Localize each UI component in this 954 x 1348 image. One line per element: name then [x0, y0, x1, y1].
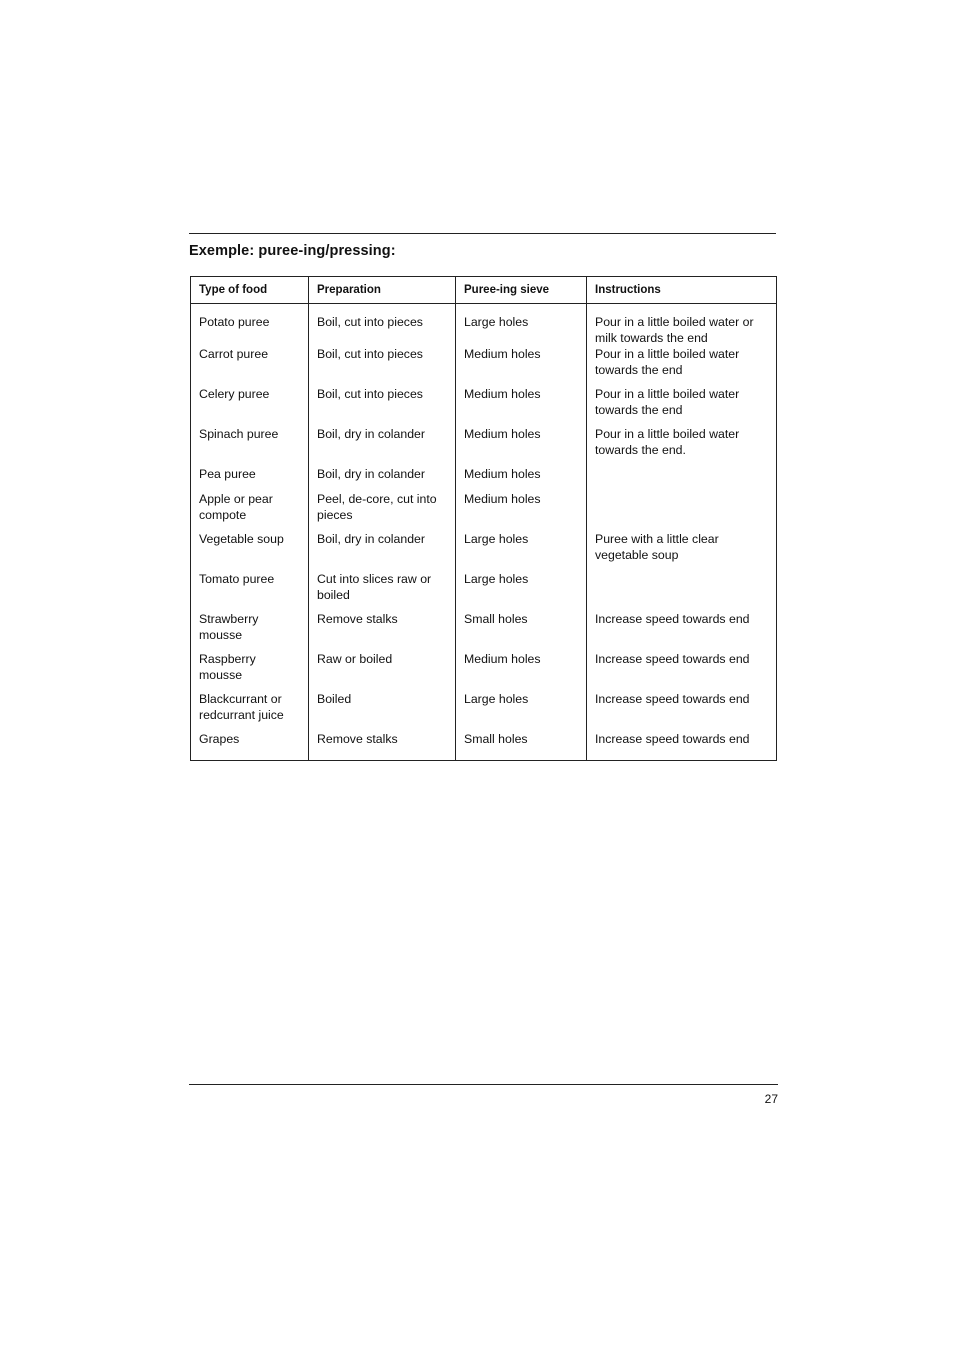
cell-food: Strawberry mousse [191, 611, 309, 651]
header-sieve: Puree-ing sieve [456, 277, 587, 304]
cell-sieve: Large holes [456, 531, 587, 571]
cell-preparation: Boil, dry in colander [309, 466, 456, 491]
cell-food: Potato puree [191, 304, 309, 347]
cell-instructions: Pour in a little boiled water or milk towards the end [595, 315, 754, 345]
cell-food: Tomato puree [191, 571, 309, 611]
cell-food: Vegetable soup [191, 531, 309, 571]
table-row [191, 346, 777, 386]
cell-preparation: Boil, cut into pieces [309, 346, 456, 386]
table-row [191, 491, 777, 531]
cell-instructions [587, 466, 777, 491]
cell-preparation: Remove stalks [309, 611, 456, 651]
cell-sieve: Medium holes [456, 426, 587, 466]
cell-instructions: Puree with a little clear vegetable soup [595, 532, 719, 562]
cell-sieve: Large holes [456, 571, 587, 611]
cell-preparation: Peel, de-core, cut into pieces [309, 491, 456, 531]
header-preparation: Preparation [309, 277, 456, 304]
cell-instructions: Increase speed towards end [595, 692, 750, 706]
cell-food: Grapes [191, 731, 309, 761]
cell-sieve: Large holes [456, 691, 587, 731]
cell-food: Carrot puree [191, 346, 309, 386]
cell-preparation: Boil, cut into pieces [309, 304, 456, 347]
header-instructions: Instructions [587, 277, 777, 304]
cell-preparation: Boil, cut into pieces [309, 386, 456, 426]
cell-instructions: Increase speed towards end [595, 612, 750, 626]
cell-instructions: Increase speed towards end [595, 652, 750, 666]
cell-food: Celery puree [191, 386, 309, 426]
cell-food: Pea puree [191, 466, 309, 491]
cell-sieve: Medium holes [456, 491, 587, 531]
header-type-of-food: Type of food [191, 277, 309, 304]
table-row [191, 386, 777, 426]
cell-food: Raspberry mousse [191, 651, 309, 691]
top-rule [189, 233, 776, 234]
table-row [191, 304, 777, 347]
cell-preparation: Remove stalks [309, 731, 456, 761]
bottom-rule [189, 1084, 778, 1085]
cell-instructions: Pour in a little boiled water towards the end [595, 387, 740, 417]
cell-preparation: Boil, dry in colander [309, 426, 456, 466]
cell-sieve: Medium holes [456, 466, 587, 491]
table-row [191, 731, 777, 761]
table-row [191, 571, 777, 611]
cell-sieve: Large holes [456, 304, 587, 347]
table-row [191, 466, 777, 491]
cell-sieve: Small holes [456, 611, 587, 651]
table-header-row [191, 277, 777, 304]
cell-sieve: Medium holes [456, 346, 587, 386]
cell-preparation: Raw or boiled [309, 651, 456, 691]
cell-preparation: Boil, dry in colander [309, 531, 456, 571]
cell-food: Apple or pear compote [191, 491, 309, 531]
cell-instructions [587, 571, 777, 611]
cell-food: Blackcurrant or redcurrant juice [191, 691, 309, 731]
table-row [191, 651, 777, 691]
table-row [191, 426, 777, 466]
cell-preparation: Boiled [309, 691, 456, 731]
table-row [191, 691, 777, 731]
table-row [191, 611, 777, 651]
table-row [191, 531, 777, 571]
cell-sieve: Medium holes [456, 651, 587, 691]
cell-instructions: Pour in a little boiled water towards the end [595, 347, 740, 377]
cell-instructions: Increase speed towards end [595, 732, 750, 746]
puree-table [190, 276, 777, 761]
page-title: Exemple: puree-ing/pressing: [189, 243, 396, 259]
cell-food: Spinach puree [191, 426, 309, 466]
cell-sieve: Medium holes [456, 386, 587, 426]
cell-instructions: Pour in a little boiled water towards the end. [595, 427, 740, 457]
cell-sieve: Small holes [456, 731, 587, 761]
cell-instructions [587, 491, 777, 531]
cell-preparation: Cut into slices raw or boiled [309, 571, 456, 611]
page-number: 27 [764, 1092, 778, 1106]
